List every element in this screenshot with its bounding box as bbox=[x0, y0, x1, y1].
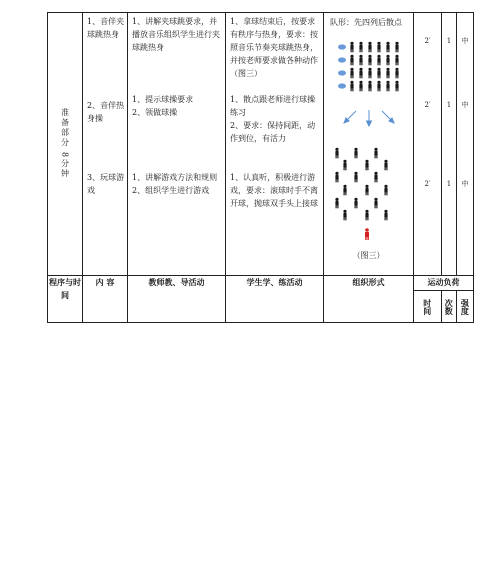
student-item: 1、认真听，积极进行游戏，要求：滚球时手不离开球，抛球双手头上接球 bbox=[230, 173, 318, 208]
ball-icon bbox=[338, 70, 346, 75]
teacher-cell bbox=[128, 13, 226, 276]
time-value: 2′ bbox=[424, 37, 431, 45]
student-figures bbox=[350, 42, 398, 92]
time-value: 2′ bbox=[424, 180, 431, 188]
teacher-item: 1、讲解夹球跳要求，并播放音乐组织学生进行夹球跳热身 bbox=[132, 17, 220, 52]
header-teacher: 教师教、导活动 bbox=[128, 276, 226, 323]
header-row bbox=[48, 276, 474, 323]
content-item: 1、音伴夹球跳热身 bbox=[87, 17, 125, 39]
lesson-plan-table bbox=[47, 12, 474, 323]
header-load-count: 次数 bbox=[444, 298, 454, 315]
ball-icon bbox=[338, 44, 346, 49]
header-student: 学生学、练活动 bbox=[226, 276, 324, 323]
organization-cell bbox=[324, 13, 414, 276]
header-content: 内 容 bbox=[83, 276, 128, 323]
time-cell bbox=[414, 13, 442, 276]
header-load bbox=[414, 276, 474, 323]
intensity-value: 中 bbox=[461, 180, 469, 188]
dispersal-arrows bbox=[344, 110, 394, 126]
stage-duration: 8分钟 bbox=[60, 152, 70, 180]
stage-cell bbox=[48, 13, 83, 276]
content-item: 3、玩球游戏 bbox=[87, 173, 125, 195]
student-item: 1、散点跟老师进行球操练习 2、要求：保持间距，动作到位，有活力 bbox=[230, 95, 316, 143]
intensity-cell bbox=[457, 13, 474, 276]
intensity-value: 中 bbox=[461, 101, 469, 109]
content-item: 2、音伴热身操 bbox=[87, 101, 125, 123]
ball-icon bbox=[338, 57, 346, 62]
formation-diagram bbox=[324, 13, 414, 275]
scattered-formation bbox=[335, 148, 387, 221]
count-value: 1 bbox=[446, 101, 452, 109]
count-value: 1 bbox=[446, 37, 452, 45]
teacher-figure bbox=[365, 228, 369, 240]
stage-name: 准备部分 bbox=[60, 108, 70, 149]
formation-text: 队形：先四列后散点 bbox=[330, 18, 402, 27]
header-load-title: 运动负荷 bbox=[414, 276, 473, 291]
header-load-intensity: 强度 bbox=[460, 298, 470, 315]
intensity-value: 中 bbox=[461, 37, 469, 45]
section-row bbox=[48, 13, 474, 276]
header-load-time: 时间 bbox=[422, 298, 432, 315]
header-stage: 程序与时 间 bbox=[48, 276, 83, 323]
teacher-item: 1、讲解游戏方法和规则 2、组织学生进行游戏 bbox=[132, 173, 218, 195]
header-organization: 组织形式 bbox=[324, 276, 414, 323]
student-cell bbox=[226, 13, 324, 276]
count-value: 1 bbox=[446, 180, 452, 188]
count-cell bbox=[442, 13, 457, 276]
ball-icon bbox=[338, 83, 346, 88]
time-value: 2′ bbox=[424, 101, 431, 109]
teacher-item: 1、提示球操要求 2、领做球操 bbox=[132, 95, 194, 117]
figure-caption: （图三） bbox=[352, 251, 385, 260]
four-column-formation bbox=[338, 42, 399, 92]
content-cell bbox=[83, 13, 128, 276]
student-item: 1、拿球结束后，按要求有秩序与热身，要求：按照音乐节奏夹球跳热身，并按老师要求做各种动作（图三） bbox=[230, 17, 318, 78]
